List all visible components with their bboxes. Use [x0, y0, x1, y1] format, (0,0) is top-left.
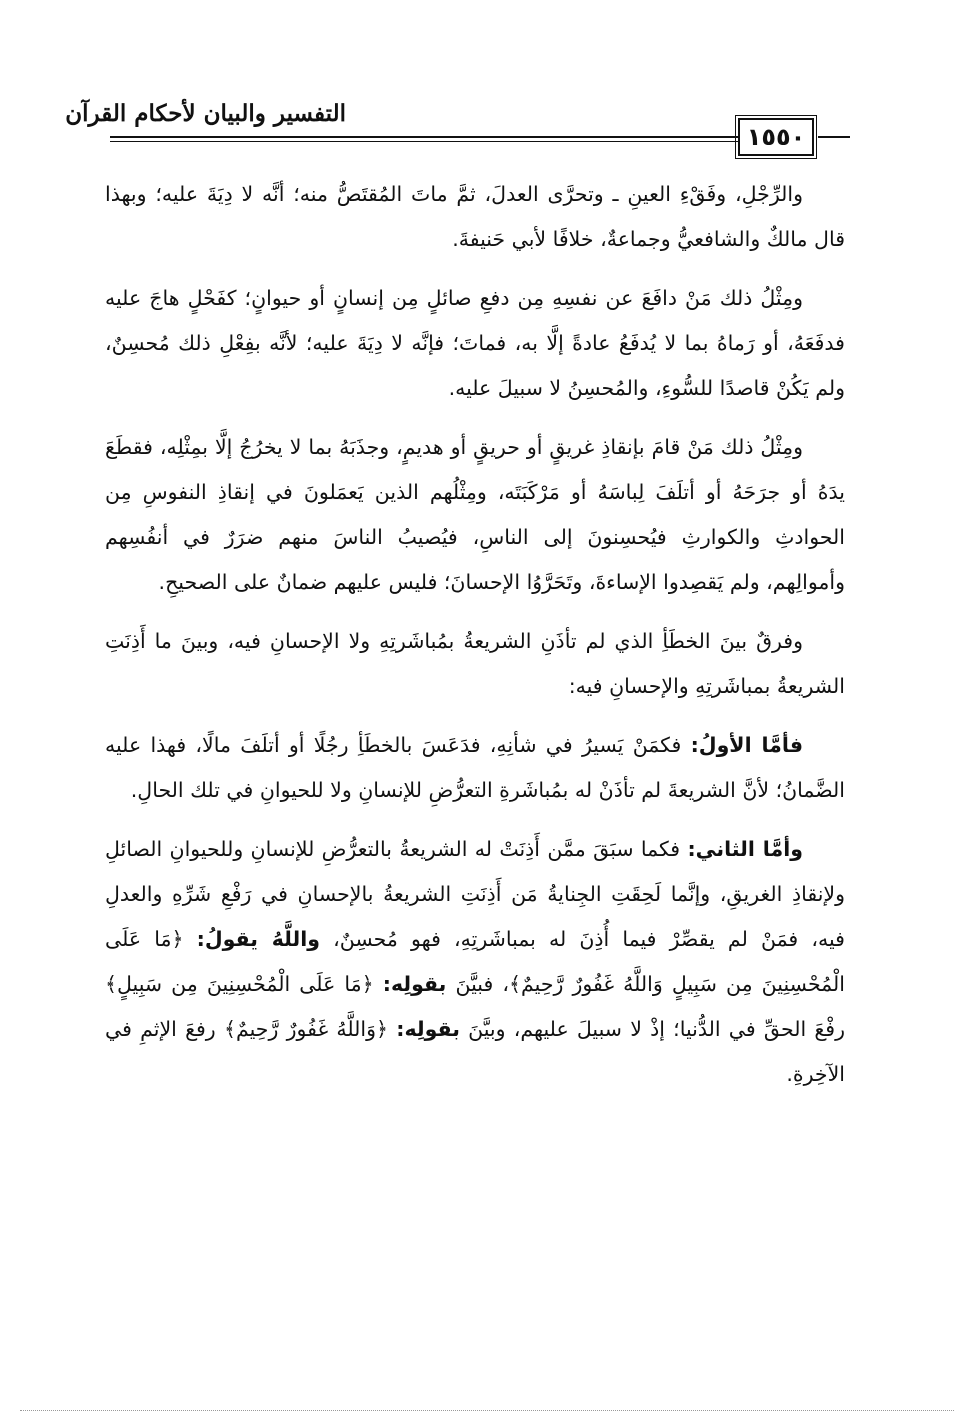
paragraph: والرِّجْلِ، وفَقْءِ العينِ ـ وتحرَّى العدلَ، ثمَّ ماتَ المُقتَصُّ منه؛ أنَّه لا دِيَةَ عليه؛ وبهذا قال مالكٌ والشافعيُّ وجماعةٌ، خلافًا لأبي حَنيفةَ.: [105, 182, 845, 251]
point-two-text: رفعَ الإثمِ في الآخِرةِ.: [105, 1017, 845, 1086]
point-two-text: رفْعَ الحقِّ في الدُّنيا؛ إذْ لا سبيلَ عليهم، وبيَّنَ: [468, 1017, 845, 1041]
header-rule-right: [818, 136, 850, 138]
point-one-text: فكمَنْ يَسيرُ في شأنِهِ، فدَعَسَ بالخطَأِ رجُلًا أو أتلَفَ مالًا، فهذا عليه الضَّمانُ؛ لأنَّ الشريعةَ لم تأذَنْ له بمُباشَرةِ التعرُّضِ للإنسانِ ولا للحيوانِ في تلك الحالِ.: [105, 733, 845, 802]
point-two-label: وأمَّا الثاني:: [687, 837, 803, 861]
page-header: [0, 0, 974, 160]
quran-verse: ﴿مَا عَلَى الْمُحْسِنِينَ مِن سَبِيلٍ وَاللَّهُ غَفُورٌ رَّحِيمٌ﴾،: [105, 927, 845, 996]
paragraph: وفرقٌ بينَ الخطَأِ الذي لم تأذَنِ الشريعةُ بمُباشَرتِهِ ولا الإحسانِ فيه، وبينَ ما أَذِنَتِ الشريعةُ بمباشَرتِهِ والإحسانِ فيه:: [105, 629, 845, 698]
attribution: بقولِه:: [396, 1017, 460, 1041]
attribution: واللَّهُ يقولُ:: [196, 927, 320, 951]
paragraph-point-two: [105, 827, 845, 1097]
quran-verse: ﴿وَاللَّهُ غَفُورٌ رَّحِيمٌ﴾: [223, 1017, 389, 1041]
book-title: التفسير والبيان لأحكام القرآن: [65, 100, 346, 127]
header-rule: [110, 136, 740, 138]
page-number: ١٥٥٠: [738, 118, 814, 156]
point-one-label: فأمَّا الأولُ:: [690, 733, 803, 757]
point-two-text: فكما سبَقَ ممَّن أَذِنَتْ له الشريعةُ بالتعرُّضِ للإنسانِ وللحيوانِ الصائلِ ولإنقاذِ الغريقِ، وإنَّما لَحِقَتِ الجِنايةُ مَن أَذِنَتِ الشريعةُ بالإحسانِ في رَفْعِ شَرِّهِ والعدلِ فيه، فمَنْ لم يقصِّرْ فيما أُذِنَ له بمباشَرتِهِ، فهو مُحسِنٌ،: [105, 837, 845, 951]
paragraph: ومِثْلُ ذلك مَنْ قامَ بإنقاذِ غريقٍ أو حريقٍ أو هديمٍ، وجذَبَهُ بما لا يخرُجُ إلَّا بمِثْلِه، فقطَعَ يدَهُ أو جرَحَهُ أو أتلَفَ لِباسَهُ أو مَرْكَبَتَه، ومِثْلُهم الذين يَعمَلونَ في إنقاذِ النفوسِ مِن الحوادثِ والكوارثِ فيُحسِنونَ إلى الناسِ، فيُصيبُ الناسَ منهم ضرَرٌ في أنفُسِهم وأموالِهم، ولم يَقصِدوا الإساءةَ، وتَحَرَّوُا الإحسانَ؛ فليس عليهم ضمانٌ على الصحيحِ.: [105, 435, 845, 594]
page-body: [105, 172, 845, 1111]
footer-rule: [20, 1410, 954, 1411]
attribution: بقولِه:: [382, 972, 447, 996]
header-rule-thin: [110, 141, 740, 142]
paragraph-point-one: [105, 723, 845, 813]
paragraph: ومِثْلُ ذلك مَنْ دافَعَ عن نفسِهِ مِن دفعِ صائلٍ مِن إنسانٍ أو حيوانٍ؛ كفَحْلٍ هاجَ عليه فدفَعَهُ، أو رَماهُ بما لا يُدفَعُ عادةً إلَّا به، فماتَ؛ فإنَّه لا دِيَةَ عليه؛ لأنَّه بفِعْلِ ذلك مُحسِنٌ، ولم يَكُنْ قاصدًا للسُّوءِ، والمُحسِنُ لا سبيلَ عليه.: [105, 286, 845, 400]
point-two-text: فبيَّنَ: [455, 972, 494, 996]
quran-verse: ﴿مَا عَلَى الْمُحْسِنِينَ مِن سَبِيلٍ﴾: [105, 972, 374, 996]
